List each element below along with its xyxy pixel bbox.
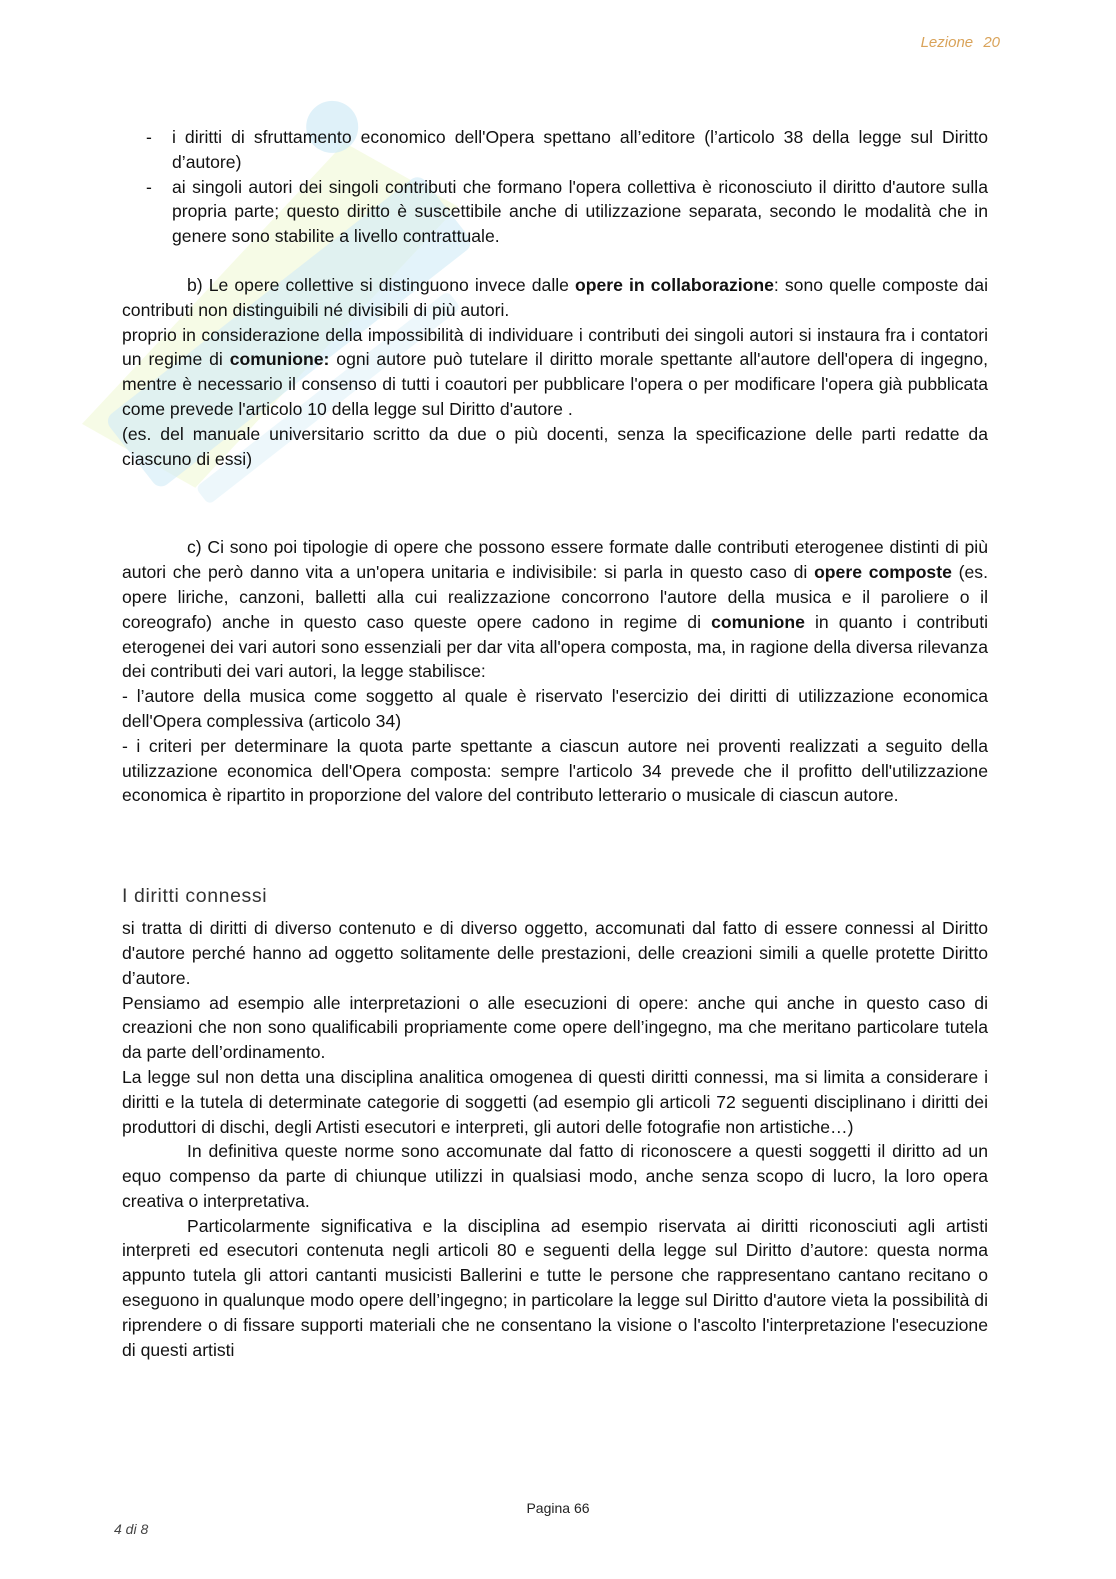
list-item-text: ai singoli autori dei singoli contributi che formano l'opera collettiva è riconosciuto il diritto d'autore sulla propria parte; questo diritto è suscettibile anche di utilizzazione separata, secondo le modalità che in genere sono stabilite a livello contrattuale.: [172, 176, 988, 247]
document-body: [122, 125, 988, 1362]
list-item: [122, 175, 988, 249]
section-title: I diritti connessi: [122, 885, 268, 908]
lesson-number: 20: [983, 34, 1000, 51]
paragraph: Particolarmente significativa e la disciplina ad esempio riservata ai diritti riconosciuti agli artisti interpreti ed esecutori contenuta negli articoli 80 e seguenti della legge sul Diritto d’autore: questa norma appunto tutela gli attori cantanti musicisti Ballerini e tutte le persone che rappresentano cantano recitano o eseguono in qualunque modo opere dell’ingegno; in particolare la legge sul Diritto d'autore vieta la possibilità di riprendere o di fissare supporti materiali che ne consentano la visione o l'ascolto l'interpretazione l'esecuzione di questi artisti: [122, 1215, 988, 1360]
paragraph: si tratta di diritti di diverso contenuto e di diverso oggetto, accomunati dal fatto di essere connessi al Diritto d'autore perché hanno ad oggetto solitamente delle prestazioni, delle creazioni simili a quelle protette Diritto d’autore.: [122, 918, 988, 988]
paragraph: In definitiva queste norme sono accomunate dal fatto di riconoscere a questi soggetti il diritto ad un equo compenso da parte di chiunque utilizzi in qualsiasi modo, anche senza scopo di lucro, la loro opera creativa o interpretativa.: [122, 1141, 988, 1211]
paragraph: Pensiamo ad esempio alle interpretazioni o alle esecuzioni di opere: anche qui anche in questo caso di creazioni che non sono qualificabili propriamente come opere dell’ingegno, ma che meritano particolare tutela da parte dell’ordinamento.: [122, 992, 988, 1063]
list-item: [122, 125, 988, 175]
paragraph: La legge sul non detta una disciplina analitica omogenea di questi diritti connessi, ma si limita a considerare i diritti e la tutela di determinate categorie di soggetti (ad esempio gli articoli 72 seguenti disciplinano i diritti dei produttori di dischi, degli Artisti esecutori e interpreti, gli autori delle fotografie non artistiche…): [122, 1066, 988, 1137]
dash-marker: -: [146, 176, 152, 197]
paragraph-comunione: proprio in considerazione della impossibilità di individuare i contributi dei singoli autori si instaura fra i contatori un regime di comunione: ogni autore può tutelare il diritto morale spettante all'autore dell'opera di ingegno, mentre è necessario il consenso di tutti i coautori per pubblicare l'opera o per modificare l'opera già pubblicata come prevede l'articolo 10 della legge sul Diritto d'autore .: [122, 324, 988, 419]
list-item: - l’autore della musica come soggetto al quale è riservato l'esercizio dei diritti di utilizzazione economica dell'Opera complessiva (articolo 34): [122, 686, 988, 731]
paragraph-example: (es. del manuale universitario scritto da due o più docenti, senza la specificazione delle parti redatte da ciascuno di essi): [122, 423, 988, 469]
page-header: [921, 34, 1000, 51]
page-count: 4 di 8: [114, 1521, 149, 1537]
paragraph-opere-composte: c) Ci sono poi tipologie di opere che possono essere formate dalle contributi eterogenee distinti di più autori che però danno vita a un'opera unitaria e indivisibile: si parla in questo caso di opere composte (es. opere liriche, canzoni, balletti alla cui realizzazione concorrono l'autore della musica e il paroliere o il coreografo) anche in questo caso queste opere cadono in regime di comunione in quanto i contributi eterogenei dei vari autori sono essenziali per dar vita all'opera composta, ma, in ragione della diversa rilevanza dei contributi dei vari autori, la legge stabilisce:: [122, 537, 988, 682]
lesson-label: Lezione: [920, 34, 974, 51]
list-item: - i criteri per determinare la quota parte spettante a ciascun autore nei proventi realizzati a seguito della utilizzazione economica dell'Opera composta: sempre l'articolo 34 prevede che il profitto dell'utilizzazione economica è ripartito in proporzione del valore del contributo letterario o musicale di ciascun autore.: [122, 735, 988, 806]
list-item-text: i diritti di sfruttamento economico dell'Opera spettano all’editore (l’articolo 38 della legge sul Diritto d’autore): [172, 127, 988, 172]
page-number: Pagina 66: [526, 1500, 590, 1516]
dash-marker: -: [146, 127, 152, 147]
bold-term: opere composte: [814, 562, 952, 583]
paragraph-collaborazione: b) Le opere collettive si distinguono invece dalle opere in collaborazione: sono quelle composte dai contributi non distinguibili né divisibili di più autori.: [122, 274, 988, 320]
bold-term: opere in collaborazione: [575, 274, 774, 295]
bold-term: comunione: [711, 611, 805, 632]
bold-term: comunione:: [229, 349, 330, 370]
